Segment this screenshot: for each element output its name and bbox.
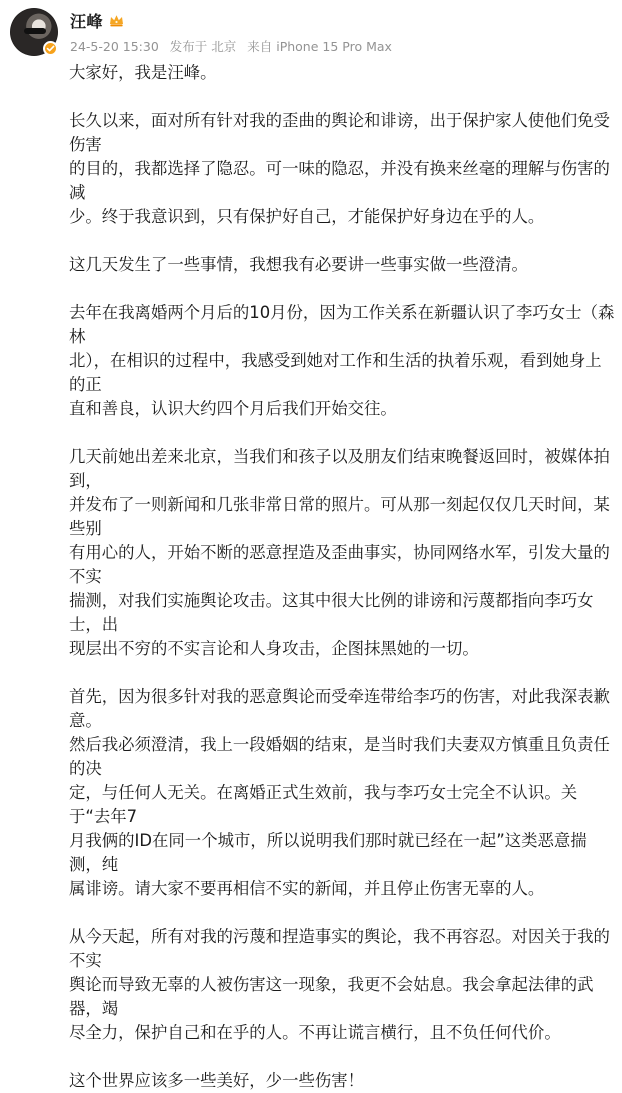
post-paragraph: 几天前她出差来北京，当我们和孩子以及朋友们结束晚餐返回时，被媒体拍到， 并发布了一则新闻和几张非常日常的照片。可从那一刻起仅仅几天时间，某些别 有用心的人，开始不断的恶意捏造及歪曲事实，协同网络水军，引发大量的不实 揣测，对我们实施舆论攻击。这其中很大比例的诽谤和污蔑都指向李巧女士，出 现层出不穷的不实言论和人身攻击，企图抹黑她的一切。 [69, 447, 610, 658]
crown-icon [108, 12, 125, 29]
username[interactable]: 汪峰 [70, 11, 104, 31]
post-header [10, 8, 610, 60]
post-paragraph: 首先，因为很多针对我的恶意舆论而受牵连带给李巧的伤害，对此我深表歉意。 然后我必须澄清，我上一段婚姻的结束，是当时我们夫妻双方慎重且负责任的决 定，与任何人无关。在离婚正式生效前，我与李巧女士完全不认识。关于“去年7 月我俩的ID在同一个城市，所以说明我们那时就已经在一起”这类恶意揣测，纯 属诽谤。请大家不要再相信不实的新闻，并且停止伤害无辜的人。 [69, 687, 610, 898]
post-paragraph: 这几天发生了一些事情，我想我有必要讲一些事实做一些澄清。 [69, 255, 528, 274]
post-meta [70, 37, 399, 55]
post-device: 来自 iPhone 15 Pro Max [247, 39, 392, 54]
verified-badge-icon [43, 41, 58, 56]
post-paragraph: 大家好，我是汪峰。 [69, 63, 217, 82]
name-row [70, 9, 125, 31]
post-paragraph: 从今天起，所有对我的污蔑和捏造事实的舆论，我不再容忍。对因关于我的不实 舆论而导致无辜的人被伤害这一现象，我更不会姑息。我会拿起法律的武器，竭 尽全力，保护自己和在乎的人。不再让谎言横行，且不负任何代价。 [69, 927, 610, 1042]
post-content [69, 61, 617, 1093]
post-paragraph: 长久以来，面对所有针对我的歪曲的舆论和诽谤，出于保护家人使他们免受伤害 的目的，我都选择了隐忍。可一味的隐忍，并没有换来丝毫的理解与伤害的减 少。终于我意识到，只有保护好自己，才能保护好身边在乎的人。 [69, 111, 610, 226]
post-paragraph: 去年在我离婚两个月后的10月份，因为工作关系在新疆认识了李巧女士（森林 北），在相识的过程中，我感受到她对工作和生活的执着乐观，看到她身上的正 直和善良，认识大约四个月后我们开始交往。 [69, 303, 615, 418]
post-time[interactable]: 24-5-20 15:30 [70, 39, 159, 54]
post-paragraph: 这个世界应该多一些美好，少一些伤害！ [69, 1071, 365, 1090]
post-location: 发布于 北京 [169, 39, 237, 54]
